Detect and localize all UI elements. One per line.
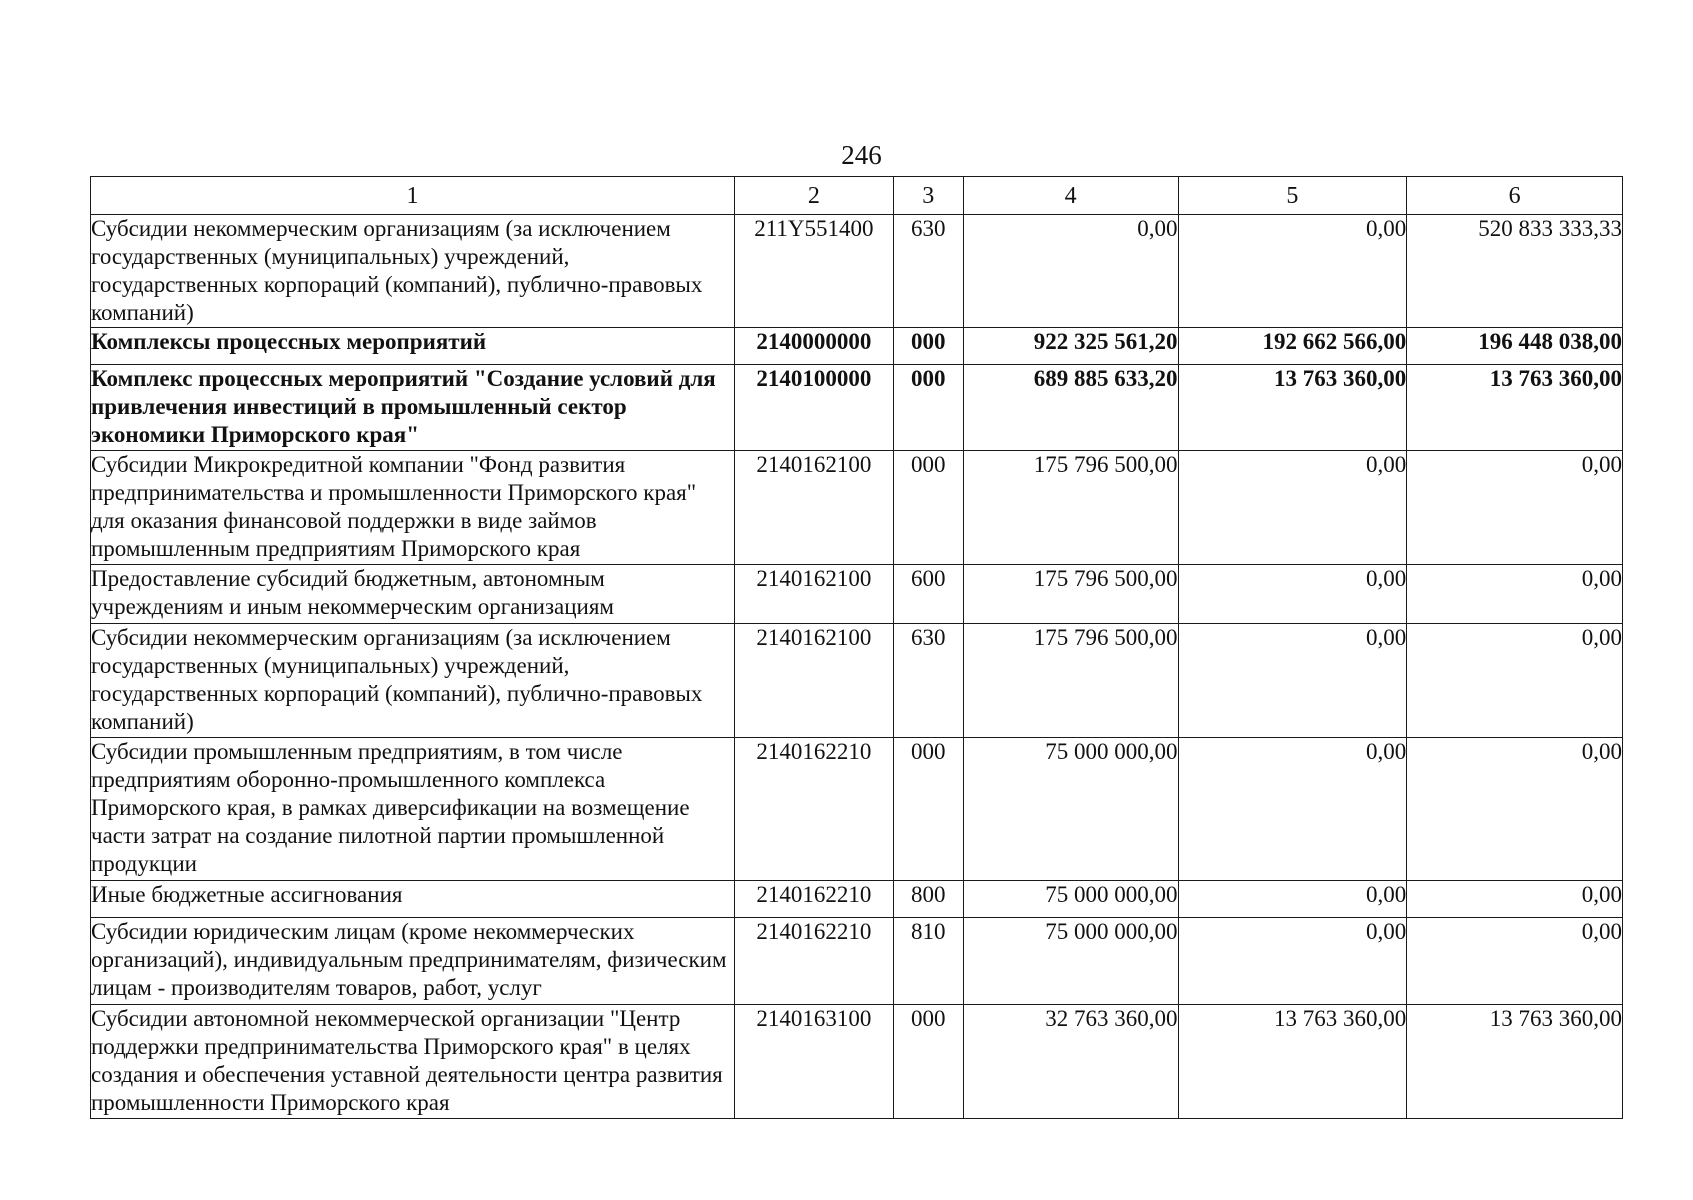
table-row xyxy=(91,1005,1623,1119)
row-code: 2140100000 xyxy=(735,365,894,451)
row-amount-4: 689 885 633,20 xyxy=(963,365,1178,451)
row-amount-5: 0,00 xyxy=(1178,918,1407,1005)
column-header-2: 2 xyxy=(735,177,894,215)
row-name: Предоставление субсидий бюджетным, автономным учреждениям и иным некоммерческим организациям xyxy=(91,565,735,624)
row-amount-4: 175 796 500,00 xyxy=(963,451,1178,565)
row-code: 2140162100 xyxy=(735,624,894,738)
table-row xyxy=(91,215,1623,328)
row-amount-5: 13 763 360,00 xyxy=(1178,1005,1407,1119)
row-name: Субсидии Микрокредитной компании "Фонд развития предпринимательства и промышленности Приморского края" для оказания финансовой поддержки в виде займов промышленным предприятиям Приморского края xyxy=(91,451,735,565)
row-amount-6: 13 763 360,00 xyxy=(1407,365,1623,451)
row-amount-4: 175 796 500,00 xyxy=(963,624,1178,738)
row-amount-4: 922 325 561,20 xyxy=(963,328,1178,365)
table-row xyxy=(91,881,1623,918)
row-type: 000 xyxy=(893,365,963,451)
row-name: Комплексы процессных мероприятий xyxy=(91,328,735,365)
row-amount-5: 0,00 xyxy=(1178,451,1407,565)
row-amount-6: 0,00 xyxy=(1407,624,1623,738)
row-amount-5: 0,00 xyxy=(1178,565,1407,624)
row-name: Субсидии промышленным предприятиям, в том числе предприятиям оборонно-промышленного комплекса Приморского края, в рамках диверсификации на возмещение части затрат на создание пилотной партии промышленной продукции xyxy=(91,738,735,881)
row-type: 000 xyxy=(893,328,963,365)
row-code: 2140162210 xyxy=(735,738,894,881)
row-code: 2140162210 xyxy=(735,918,894,1005)
row-amount-5: 0,00 xyxy=(1178,881,1407,918)
row-amount-4: 32 763 360,00 xyxy=(963,1005,1178,1119)
row-type: 630 xyxy=(893,215,963,328)
table-row xyxy=(91,624,1623,738)
row-amount-6: 0,00 xyxy=(1407,738,1623,881)
row-type: 600 xyxy=(893,565,963,624)
row-amount-4: 75 000 000,00 xyxy=(963,918,1178,1005)
column-header-5: 5 xyxy=(1178,177,1407,215)
row-amount-5: 0,00 xyxy=(1178,215,1407,328)
row-code: 2140162210 xyxy=(735,881,894,918)
row-type: 000 xyxy=(893,451,963,565)
row-amount-4: 0,00 xyxy=(963,215,1178,328)
row-name: Субсидии некоммерческим организациям (за исключением государственных (муниципальных) учреждений, государственных корпораций (компаний), публично-правовых компаний) xyxy=(91,624,735,738)
row-code: 211Y551400 xyxy=(735,215,894,328)
row-amount-4: 75 000 000,00 xyxy=(963,881,1178,918)
row-name: Субсидии автономной некоммерческой организации "Центр поддержки предпринимательства Приморского края" в целях создания и обеспечения уставной деятельности центра развития промышленности Приморского края xyxy=(91,1005,735,1119)
table-row xyxy=(91,918,1623,1005)
row-type: 630 xyxy=(893,624,963,738)
row-amount-6: 13 763 360,00 xyxy=(1407,1005,1623,1119)
row-amount-4: 175 796 500,00 xyxy=(963,565,1178,624)
column-header-4: 4 xyxy=(963,177,1178,215)
column-header-6: 6 xyxy=(1407,177,1623,215)
table-header-row xyxy=(91,177,1623,215)
table-body xyxy=(91,215,1623,1119)
column-header-3: 3 xyxy=(893,177,963,215)
column-header-1: 1 xyxy=(91,177,735,215)
budget-table xyxy=(90,176,1623,1119)
table-row xyxy=(91,565,1623,624)
row-name: Субсидии юридическим лицам (кроме некоммерческих организаций), индивидуальным предпринимателям, физическим лицам - производителям товаров, работ, услуг xyxy=(91,918,735,1005)
row-amount-5: 13 763 360,00 xyxy=(1178,365,1407,451)
row-amount-6: 0,00 xyxy=(1407,918,1623,1005)
table-row xyxy=(91,451,1623,565)
row-code: 2140162100 xyxy=(735,451,894,565)
table-row xyxy=(91,365,1623,451)
row-type: 800 xyxy=(893,881,963,918)
row-amount-5: 192 662 566,00 xyxy=(1178,328,1407,365)
row-type: 810 xyxy=(893,918,963,1005)
row-code: 2140162100 xyxy=(735,565,894,624)
row-code: 2140000000 xyxy=(735,328,894,365)
row-name: Комплекс процессных мероприятий "Создание условий для привлечения инвестиций в промышленный сектор экономики Приморского края" xyxy=(91,365,735,451)
row-amount-6: 0,00 xyxy=(1407,451,1623,565)
row-amount-6: 0,00 xyxy=(1407,881,1623,918)
row-type: 000 xyxy=(893,1005,963,1119)
row-type: 000 xyxy=(893,738,963,881)
row-amount-6: 0,00 xyxy=(1407,565,1623,624)
row-name: Иные бюджетные ассигнования xyxy=(91,881,735,918)
page-number: 246 xyxy=(841,140,882,170)
row-amount-4: 75 000 000,00 xyxy=(963,738,1178,881)
row-amount-5: 0,00 xyxy=(1178,624,1407,738)
table-row xyxy=(91,738,1623,881)
row-amount-6: 520 833 333,33 xyxy=(1407,215,1623,328)
row-name: Субсидии некоммерческим организациям (за исключением государственных (муниципальных) учреждений, государственных корпораций (компаний), публично-правовых компаний) xyxy=(91,215,735,328)
row-code: 2140163100 xyxy=(735,1005,894,1119)
row-amount-5: 0,00 xyxy=(1178,738,1407,881)
row-amount-6: 196 448 038,00 xyxy=(1407,328,1623,365)
table-row xyxy=(91,328,1623,365)
